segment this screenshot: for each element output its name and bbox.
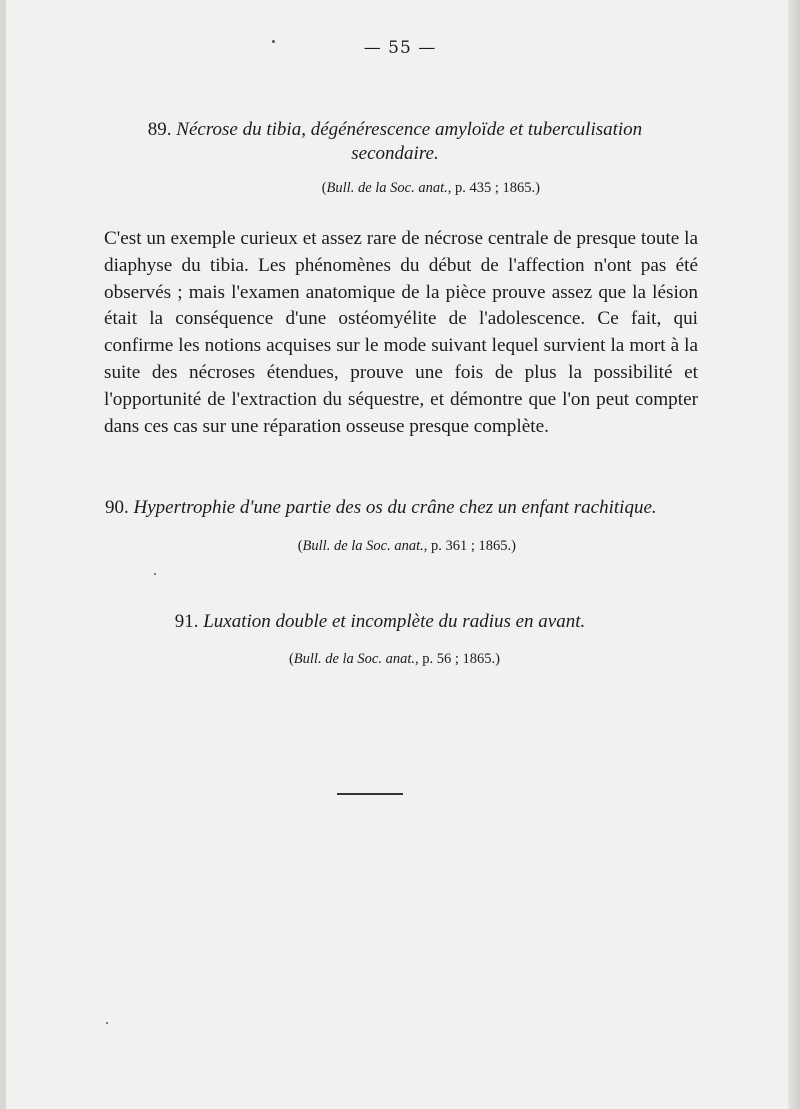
citation-journal: Bull. de la Soc. anat.: [302, 538, 424, 554]
entry-number: 91.: [174, 611, 199, 632]
entry-91-title: [110, 610, 650, 634]
page-edge-left: [0, 0, 6, 1109]
ink-speck: [106, 1022, 108, 1024]
ink-speck: [154, 573, 156, 575]
entry-90-title: [105, 496, 705, 520]
entry-90-citation: (Bull. de la Soc. anat., p. 361 ; 1865.): [297, 538, 516, 554]
citation-journal: Bull. de la Soc. anat.: [326, 180, 448, 196]
page-edge-right: [788, 0, 800, 1109]
entry-title-text: Nécrose du tibia, dégénérescence amyloïde et tuberculisation secondaire.: [176, 119, 643, 164]
citation-journal: Bull. de la Soc. anat.: [293, 651, 415, 667]
entry-number: 90.: [105, 497, 129, 518]
entry-number: 89.: [147, 119, 172, 140]
page-number: — 55 —: [363, 38, 437, 58]
entry-title-text: Luxation double et incomplète du radius en avant.: [203, 611, 586, 632]
entry-89-body: C'est un exemple curieux et assez rare de nécrose centrale de presque toute la diaphyse du tibia. Les phénomènes du début de l'affection n'ont pas été observés ; mais l'examen anatomique de la pièce prouve assez que la lésion était la conséquence d'une ostéomyélite de l'adolescence. Ce fait, qui confirme les notions acquises sur le mode suivant lequel survient la mort à la suite des nécroses étendues, prouve une fois de plus la possibilité et l'opportunité de l'extraction du séquestre, et démontre que l'on peut compter dans ces cas sur une réparation osseuse presque complète.: [104, 228, 698, 437]
citation-details: , p. 435 ; 1865.: [447, 180, 536, 196]
entry-89-citation: (Bull. de la Soc. anat., p. 435 ; 1865.): [321, 180, 540, 196]
ink-speck: [272, 40, 275, 43]
citation-details: , p. 56 ; 1865.: [415, 651, 496, 667]
entry-title-text: Hypertrophie d'une partie des os du crâne chez un enfant rachitique.: [133, 497, 657, 518]
section-divider: [337, 793, 403, 795]
citation-details: , p. 361 ; 1865.: [423, 538, 512, 554]
entry-91-citation: (Bull. de la Soc. anat., p. 56 ; 1865.): [288, 651, 500, 667]
entry-89-title: [110, 118, 680, 166]
